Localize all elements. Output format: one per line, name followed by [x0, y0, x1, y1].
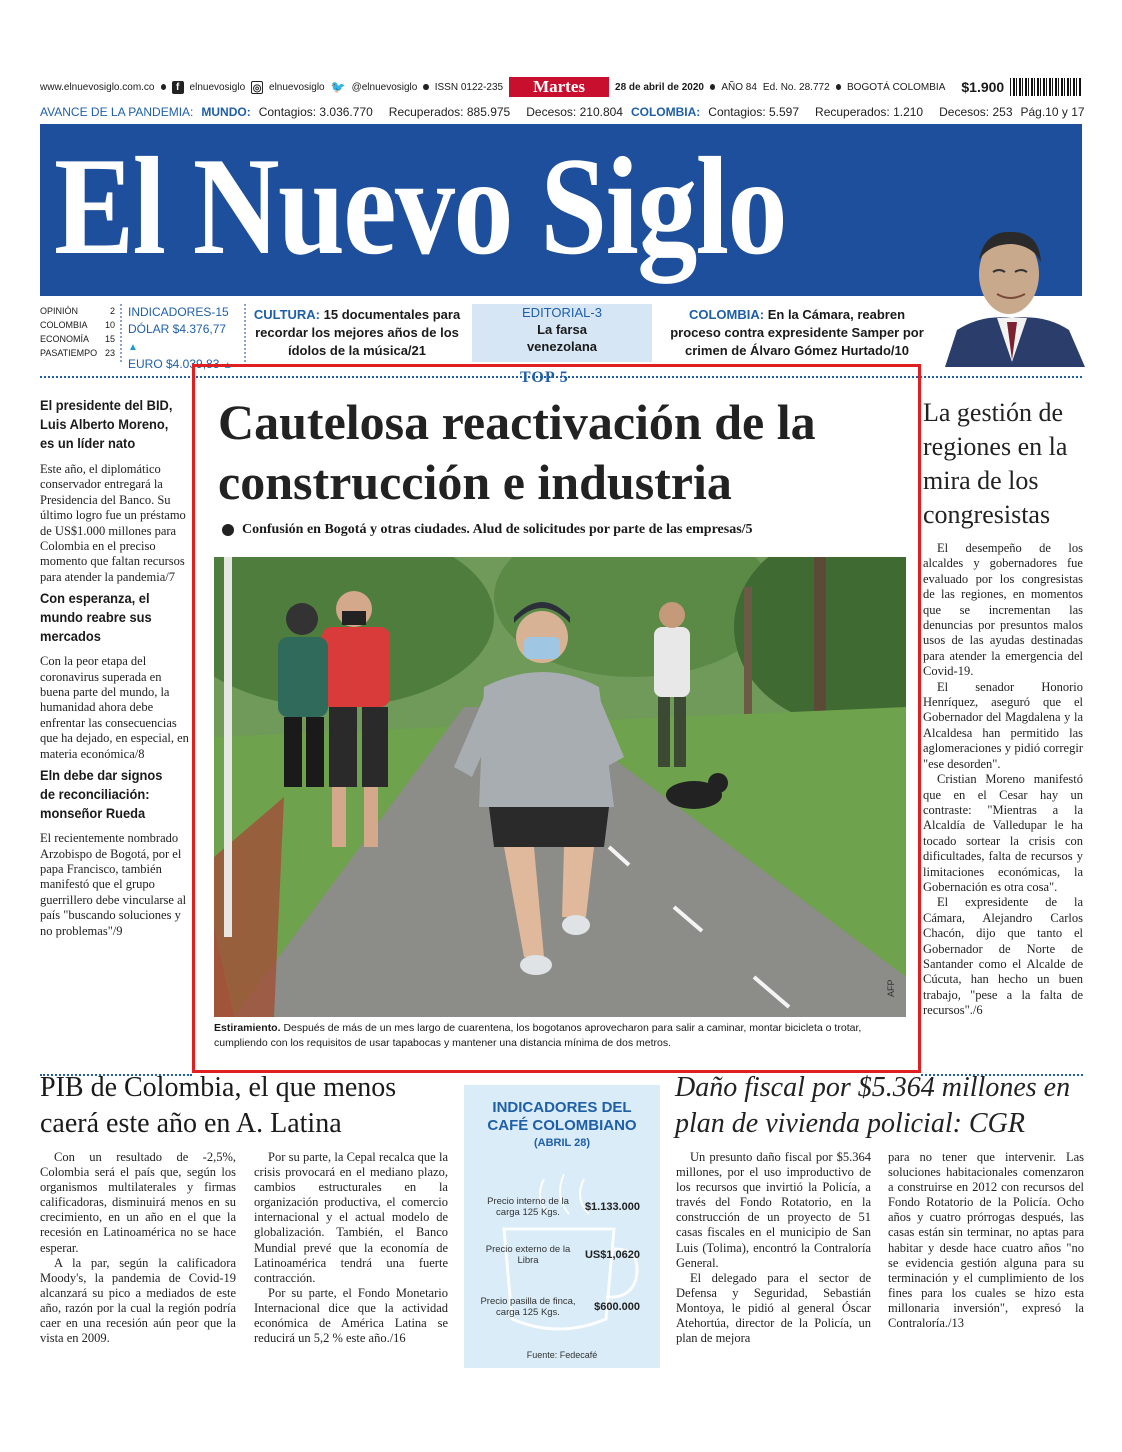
coffee-rows — [464, 1189, 660, 1329]
coffee-row-value: $600.000 — [594, 1301, 640, 1313]
bullet-icon — [222, 524, 234, 536]
twitter-icon[interactable]: 🐦 — [330, 80, 346, 94]
regions-paragraph: El senador Honorio Henríquez, aseguró que el Gobernador del Magdalena y la Alcaldesa han permitido las aglomeraciones y pidió corregir "ese desorden". — [923, 679, 1083, 771]
divider — [244, 304, 246, 362]
news-item[interactable] — [40, 589, 190, 762]
barcode-icon — [1010, 78, 1082, 96]
newspaper-title: El Nuevo Siglo — [54, 129, 786, 284]
editorial-title: La farsa venezolana — [526, 322, 598, 354]
instagram-icon[interactable]: ◎ — [252, 82, 262, 94]
caption-text: Después de más de un mes largo de cuarentena, los bogotanos aprovecharon para salir a caminar, montar bicicleta o trotar, cumpliendo con los requisitos de usar tapabocas y mantener una distancia mínima de dos metros. — [214, 1022, 862, 1049]
pib-column-2 — [254, 1150, 448, 1346]
dolar-rate — [128, 321, 238, 356]
indicators-title: INDICADORES-15 — [128, 305, 229, 319]
up-arrow-icon: ▲ — [222, 360, 233, 371]
index-row[interactable] — [40, 318, 115, 332]
pandemic-stats-bar — [40, 102, 1085, 122]
coffee-row-label: Precio pasilla de finca, carga 125 Kgs. — [480, 1296, 576, 1318]
city: BOGOTÁ COLOMBIA — [847, 81, 946, 93]
coffee-source: Fuente: Fedecafé — [526, 1350, 598, 1360]
left-news-column — [40, 396, 190, 939]
pandemic-pages[interactable]: Pág.10 y 17 — [1020, 105, 1085, 119]
issn: ISSN 0122-235 — [434, 81, 504, 93]
news-text: Este año, el diplomático conservador entregará la Presidencia del Banco. Su último logro fue un préstamo de US$1.000 millones para Colombia en el preciso momento que faltan recursos para atender la pandemia/7 — [40, 462, 186, 584]
separator-dot — [161, 84, 166, 90]
main-headline[interactable]: Cautelosa reactivación de la construcción e industria — [218, 394, 816, 510]
caption-label: Estiramiento. — [214, 1022, 281, 1034]
masthead — [40, 124, 1082, 296]
twitter-handle[interactable]: @elnuevosiglo — [351, 81, 418, 93]
right-news-column[interactable] — [923, 396, 1083, 1019]
separator-dot — [836, 84, 841, 90]
euro-value: EURO $4.039,83 — [128, 357, 220, 371]
pib-headline[interactable]: PIB de Colombia, el que menos caerá este año en A. Latina — [40, 1072, 397, 1139]
weekday-badge: Martes — [509, 77, 609, 97]
dano-headline[interactable]: Daño fiscal por $5.364 millones en plan de vivienda policial: CGR — [675, 1072, 1071, 1139]
top-info-bar — [40, 76, 1082, 98]
colombia-teaser[interactable] — [662, 306, 932, 360]
coffee-row — [464, 1237, 660, 1273]
coffee-date: (ABRIL 28) — [533, 1137, 591, 1149]
index-section: PASATIEMPO — [40, 348, 98, 358]
index-page: 10 — [104, 320, 115, 330]
coffee-row — [464, 1189, 660, 1225]
colombia-teaser-text: En la Cámara, reabren proceso contra expresidente Samper por crimen de Álvaro Gómez Hurtado/10 — [670, 307, 924, 358]
pib-paragraph: A la par, según la calificadora Moody's, la pandemia de Covid-19 alcanzará su pico a mediados de este año, razón por la cual la región podría caer en una recesión aún peor que la vista en 2009. — [40, 1255, 236, 1346]
colombia-deaths: Decesos: 253 — [939, 105, 1013, 119]
dano-paragraph: para no tener que intervenir. Las soluciones habitacionales comenzaron a construirse en 2012 con recursos del Fondo Rotatorio de la Policía. Ocho años y cuatro prórrogas después, las casas están sin terminar, no aptas para habitar y desde hace cuatro años "no se evidencia gestión alguna para su terminación y el cumplimiento de los fines para los cuales se hizo esta millonaria inversión", expresó la Contraloría./13 — [888, 1150, 1084, 1331]
coffee-row-value: US$1,0620 — [584, 1249, 640, 1261]
dolar-value: DÓLAR $4.376,77 — [128, 322, 227, 336]
culture-teaser[interactable] — [252, 306, 462, 360]
culture-label: CULTURA: — [253, 307, 320, 322]
top-story-kicker: TOP 5 — [520, 369, 569, 386]
separator-dot — [710, 84, 715, 90]
founder-portrait — [937, 222, 1087, 367]
pib-column-1 — [40, 1150, 236, 1346]
world-cases: Contagios: 3.036.770 — [258, 105, 373, 119]
news-headline: Con esperanza, el mundo reabre sus mercados — [40, 590, 152, 645]
index-page: 15 — [104, 334, 115, 344]
coffee-title: INDICADORES DEL CAFÉ COLOMBIANO — [487, 1099, 637, 1134]
dano-column-2 — [888, 1150, 1084, 1331]
section-index — [40, 304, 115, 360]
dano-paragraph: Un presunto daño fiscal por $5.364 millones, por el uso improductivo de los recursos que invirtió la Policía, a través del Fondo Rotatorio, en la construcción de un proyecto de 51 casas fiscales en el municipio de San Luis (Tolima), encontró la Contraloría General. — [676, 1150, 871, 1270]
dano-paragraph: El delegado para el sector de Defensa y Seguridad, Sebastián Montoya, le pidió al general Óscar Atehortúa, director de la Policía, un plan de mejora — [676, 1270, 871, 1346]
editorial-label: EDITORIAL-3 — [522, 305, 602, 320]
coffee-indicators-box — [464, 1085, 660, 1368]
subhead-text: Confusión en Bogotá y otras ciudades. Alud de solicitudes por parte de las empresas/5 — [242, 522, 753, 537]
news-item[interactable] — [40, 766, 190, 939]
photo-credit: AFP — [886, 979, 896, 997]
news-text: El recientemente nombrado Arzobispo de Bogotá, por el papa Francisco, también manifestó que el grupo guerrillero debe vincularse al país "buscando soluciones y no problemas"/9 — [40, 831, 187, 938]
dano-column-1 — [676, 1150, 871, 1346]
facebook-icon[interactable]: f — [172, 81, 184, 94]
divider — [120, 304, 122, 362]
price: $1.900 — [961, 79, 1005, 95]
world-deaths: Decesos: 210.804 — [526, 105, 623, 119]
index-section: ECONOMÍA — [40, 334, 90, 344]
coffee-row-label: Precio externo de la Libra — [485, 1244, 571, 1266]
world-label: MUNDO: — [201, 105, 251, 119]
instagram-handle[interactable]: elnuevosiglo — [269, 81, 325, 93]
news-item[interactable] — [40, 396, 190, 585]
coffee-row-label: Precio interno de la carga 125 Kgs. — [487, 1196, 569, 1218]
news-headline: El presidente del BID, Luis Alberto Moreno, es un líder nato — [40, 397, 173, 451]
colombia-cases: Contagios: 5.597 — [708, 105, 800, 119]
separator-dot — [423, 84, 428, 90]
website-url[interactable]: www.elnuevosiglo.com.co — [40, 81, 155, 93]
news-text: Con la peor etapa del coronavirus superada en buena parte del mundo, la humanidad ahora debe enfrentar las consecuencias que ha dejado, en especial, en materia económica/8 — [40, 654, 189, 761]
colombia-teaser-label: COLOMBIA: — [688, 307, 765, 322]
regions-paragraph: Cristian Moreno manifestó que en el Cesar hay un contraste: "Mientras a la Alcaldía de Valledupar le ha tocado sortear la crisis con dificultades, falta de recursos y limitaciones económicas, la Gobernación es otra cosa". — [923, 772, 1083, 894]
main-subhead[interactable] — [222, 522, 912, 538]
colombia-label: COLOMBIA: — [630, 105, 701, 119]
editorial-teaser[interactable] — [472, 304, 652, 362]
photo-caption — [214, 1021, 906, 1051]
up-arrow-icon: ▲ — [128, 342, 138, 353]
index-section: COLOMBIA — [40, 320, 88, 330]
index-section: OPINIÓN — [40, 306, 79, 316]
coffee-row — [464, 1285, 660, 1329]
index-row[interactable] — [40, 332, 115, 346]
facebook-handle[interactable]: elnuevosiglo — [189, 81, 246, 93]
colombia-recovered: Recuperados: 1.210 — [815, 105, 924, 119]
pib-paragraph: Por su parte, la Cepal recalca que la crisis provocará en el mediano plazo, cambios estructurales en la organización productiva, el comercio internacional y el actual modelo de globalización. También, el Banco Mundial prevé que la economía de Latinoamérica tendrá una fuerte contracción. — [254, 1150, 448, 1285]
index-row[interactable] — [40, 304, 115, 318]
pib-paragraph: Por su parte, el Fondo Monetario Internacional dice que la actividad económica de América Latina se reducirá un 5,2 % este año./16 — [254, 1285, 448, 1346]
pib-paragraph: Con un resultado de -2,5%, Colombia será el país que, según los organismos multilaterales y firmas calificadoras, disminuirá menos en su crecimiento, en un año en el que la recesión en Latinoamérica no se hace esperar. — [40, 1150, 236, 1255]
news-headline: Eln debe dar signos de reconciliación: monseñor Rueda — [40, 767, 163, 822]
regions-paragraph: El expresidente de la Cámara, Alejandro Carlos Chacón, dijo que tanto el Gobernador de Norte de Santander como el Alcalde de Cúcuta, han hecho un buen trabajo, "pese a la falta de recursos"./6 — [923, 895, 1083, 1018]
culture-text: 15 documentales para recordar los mejores años de los ídolos de la música/21 — [255, 307, 461, 358]
pandemic-label: AVANCE DE LA PANDEMIA: — [40, 105, 194, 119]
index-row[interactable] — [40, 346, 115, 360]
regions-paragraph: El desempeño de los alcaldes y gobernadores fue evaluado por los congresistas de las regiones, en momentos que se incrementan las denuncias por presuntos malos usos de las ayudas destinadas para atender la emergencia del Covid-19. — [923, 541, 1083, 679]
regions-headline: La gestión de regiones en la mira de los congresistas — [923, 398, 1068, 529]
edition-number: Ed. No. 28.772 — [762, 81, 830, 93]
main-photo-runners[interactable] — [214, 557, 906, 1017]
issue-date: 28 de abril de 2020 — [615, 81, 704, 93]
year: AÑO 84 — [721, 81, 757, 93]
index-page: 2 — [109, 306, 115, 316]
world-recovered: Recuperados: 885.975 — [388, 105, 511, 119]
coffee-row-value: $1.133.000 — [584, 1201, 640, 1213]
index-page: 23 — [104, 348, 115, 358]
